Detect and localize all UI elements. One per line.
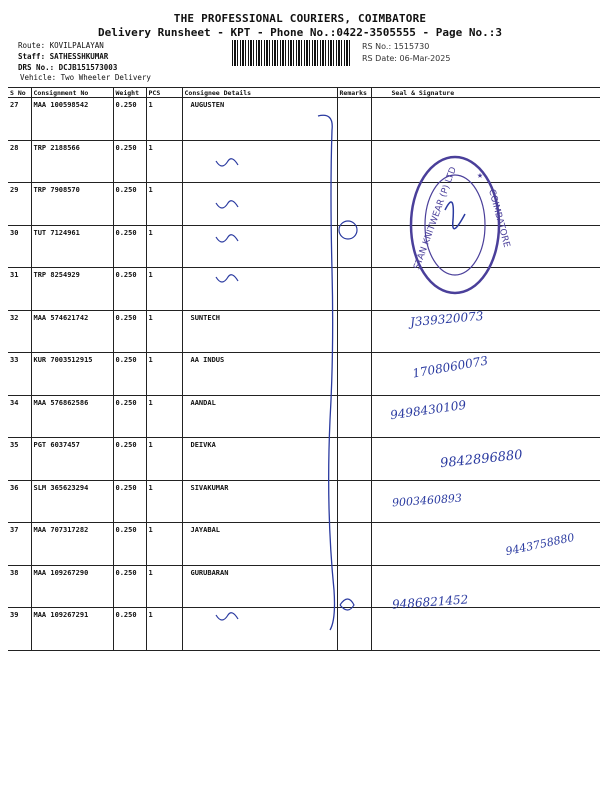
cell-consignment: MAA 574621742 bbox=[31, 310, 113, 353]
handwritten-stroke bbox=[300, 108, 370, 638]
cell-signature bbox=[371, 98, 600, 141]
cell-sno: 27 bbox=[8, 98, 31, 141]
cell-pcs: 1 bbox=[146, 268, 182, 311]
cell-sno: 33 bbox=[8, 353, 31, 396]
col-consignment: Consignment No bbox=[31, 88, 113, 98]
cell-consignment: MAA 100598542 bbox=[31, 98, 113, 141]
svg-text:COIMBATORE: COIMBATORE bbox=[486, 188, 512, 249]
route-label: Route: KOVILPALAYAN bbox=[18, 41, 104, 50]
cell-sno: 29 bbox=[8, 183, 31, 226]
signature-row-32: J339320073 bbox=[409, 308, 485, 330]
cell-consignee: SIVAKUMAR bbox=[182, 480, 337, 523]
cell-weight: 0.250 bbox=[113, 140, 146, 183]
cell-pcs: 1 bbox=[146, 353, 182, 396]
cell-pcs: 1 bbox=[146, 98, 182, 141]
cell-weight: 0.250 bbox=[113, 310, 146, 353]
signature-row-39: 9486821452 bbox=[391, 592, 469, 612]
cell-pcs: 1 bbox=[146, 608, 182, 651]
cell-consignment: TUT 7124961 bbox=[31, 225, 113, 268]
cell-sno: 38 bbox=[8, 565, 31, 608]
cell-weight: 0.250 bbox=[113, 395, 146, 438]
signature-row-33: 1708060073 bbox=[411, 353, 489, 381]
cell-sno: 31 bbox=[8, 268, 31, 311]
cell-pcs: 1 bbox=[146, 438, 182, 481]
cell-pcs: 1 bbox=[146, 565, 182, 608]
svg-text:STAN KNITWEAR (P) LTD: STAN KNITWEAR (P) LTD bbox=[412, 165, 459, 272]
cell-weight: 0.250 bbox=[113, 480, 146, 523]
cell-consignee: AA INDUS bbox=[182, 353, 337, 396]
col-seal-signature: Seal & Signature bbox=[371, 88, 600, 98]
col-sno: S No bbox=[8, 88, 31, 98]
cell-weight: 0.250 bbox=[113, 183, 146, 226]
cell-weight: 0.250 bbox=[113, 608, 146, 651]
cell-consignment: TRP 2188566 bbox=[31, 140, 113, 183]
cell-sno: 28 bbox=[8, 140, 31, 183]
rs-date: RS Date: 06-Mar-2025 bbox=[362, 54, 451, 63]
cell-weight: 0.250 bbox=[113, 565, 146, 608]
cell-sno: 32 bbox=[8, 310, 31, 353]
cell-signature bbox=[371, 608, 600, 651]
svg-text:★: ★ bbox=[477, 170, 484, 181]
cell-pcs: 1 bbox=[146, 310, 182, 353]
table-header bbox=[8, 88, 600, 98]
cell-weight: 0.250 bbox=[113, 523, 146, 566]
barcode bbox=[232, 40, 350, 66]
cell-sno: 35 bbox=[8, 438, 31, 481]
cell-weight: 0.250 bbox=[113, 353, 146, 396]
cell-signature bbox=[371, 310, 600, 353]
cell-sno: 30 bbox=[8, 225, 31, 268]
cell-pcs: 1 bbox=[146, 395, 182, 438]
cell-consignment: TRP 7908570 bbox=[31, 183, 113, 226]
cell-consignee: AUGUSTEN bbox=[182, 98, 337, 141]
cell-consignment: MAA 109267291 bbox=[31, 608, 113, 651]
cell-pcs: 1 bbox=[146, 140, 182, 183]
cell-consignee: AANDAL bbox=[182, 395, 337, 438]
col-pcs: PCS bbox=[146, 88, 182, 98]
company-seal-stamp bbox=[405, 150, 512, 300]
signature-row-37: 9443758880 bbox=[504, 530, 576, 559]
col-weight: Weight bbox=[113, 88, 146, 98]
scribble-marks bbox=[210, 155, 250, 635]
cell-weight: 0.250 bbox=[113, 268, 146, 311]
cell-consignment: KUR 7003512915 bbox=[31, 353, 113, 396]
cell-sno: 37 bbox=[8, 523, 31, 566]
signature-row-35: 9842896880 bbox=[439, 447, 524, 472]
cell-sno: 39 bbox=[8, 608, 31, 651]
cell-consignment: MAA 576862586 bbox=[31, 395, 113, 438]
cell-sno: 34 bbox=[8, 395, 31, 438]
cell-pcs: 1 bbox=[146, 480, 182, 523]
cell-consignee: DEIVKA bbox=[182, 438, 337, 481]
staff-label: Staff: SATHESSHKUMAR bbox=[18, 52, 109, 61]
cell-consignee: GURUBARAN bbox=[182, 565, 337, 608]
cell-weight: 0.250 bbox=[113, 225, 146, 268]
cell-weight: 0.250 bbox=[113, 438, 146, 481]
cell-weight: 0.250 bbox=[113, 98, 146, 141]
col-consignee: Consignee Details bbox=[182, 88, 337, 98]
cell-consignment: TRP 8254929 bbox=[31, 268, 113, 311]
runsheet-subtitle: Delivery Runsheet - KPT - Phone No.:0422-3505555 - Page No.:3 bbox=[98, 26, 502, 39]
rs-number: RS No.: 1515730 bbox=[362, 42, 430, 51]
company-title: THE PROFESSIONAL COURIERS, COIMBATORE bbox=[173, 12, 427, 25]
col-remarks: Remarks bbox=[337, 88, 371, 98]
cell-pcs: 1 bbox=[146, 225, 182, 268]
cell-pcs: 1 bbox=[146, 523, 182, 566]
cell-consignment: MAA 109267290 bbox=[31, 565, 113, 608]
signature-row-34: 9498430109 bbox=[389, 397, 467, 423]
cell-pcs: 1 bbox=[146, 183, 182, 226]
cell-sno: 36 bbox=[8, 480, 31, 523]
drs-label: DRS No.: DCJB151573003 bbox=[18, 63, 118, 72]
cell-consignment: SLM 365623294 bbox=[31, 480, 113, 523]
vehicle-label: Vehicle: Two Wheeler Delivery bbox=[20, 73, 151, 82]
cell-consignee: JAYABAL bbox=[182, 523, 337, 566]
signature-row-36: 9003460893 bbox=[391, 491, 463, 510]
cell-consignment: PGT 6037457 bbox=[31, 438, 113, 481]
cell-consignee: SUNTECH bbox=[182, 310, 337, 353]
cell-consignment: MAA 707317282 bbox=[31, 523, 113, 566]
